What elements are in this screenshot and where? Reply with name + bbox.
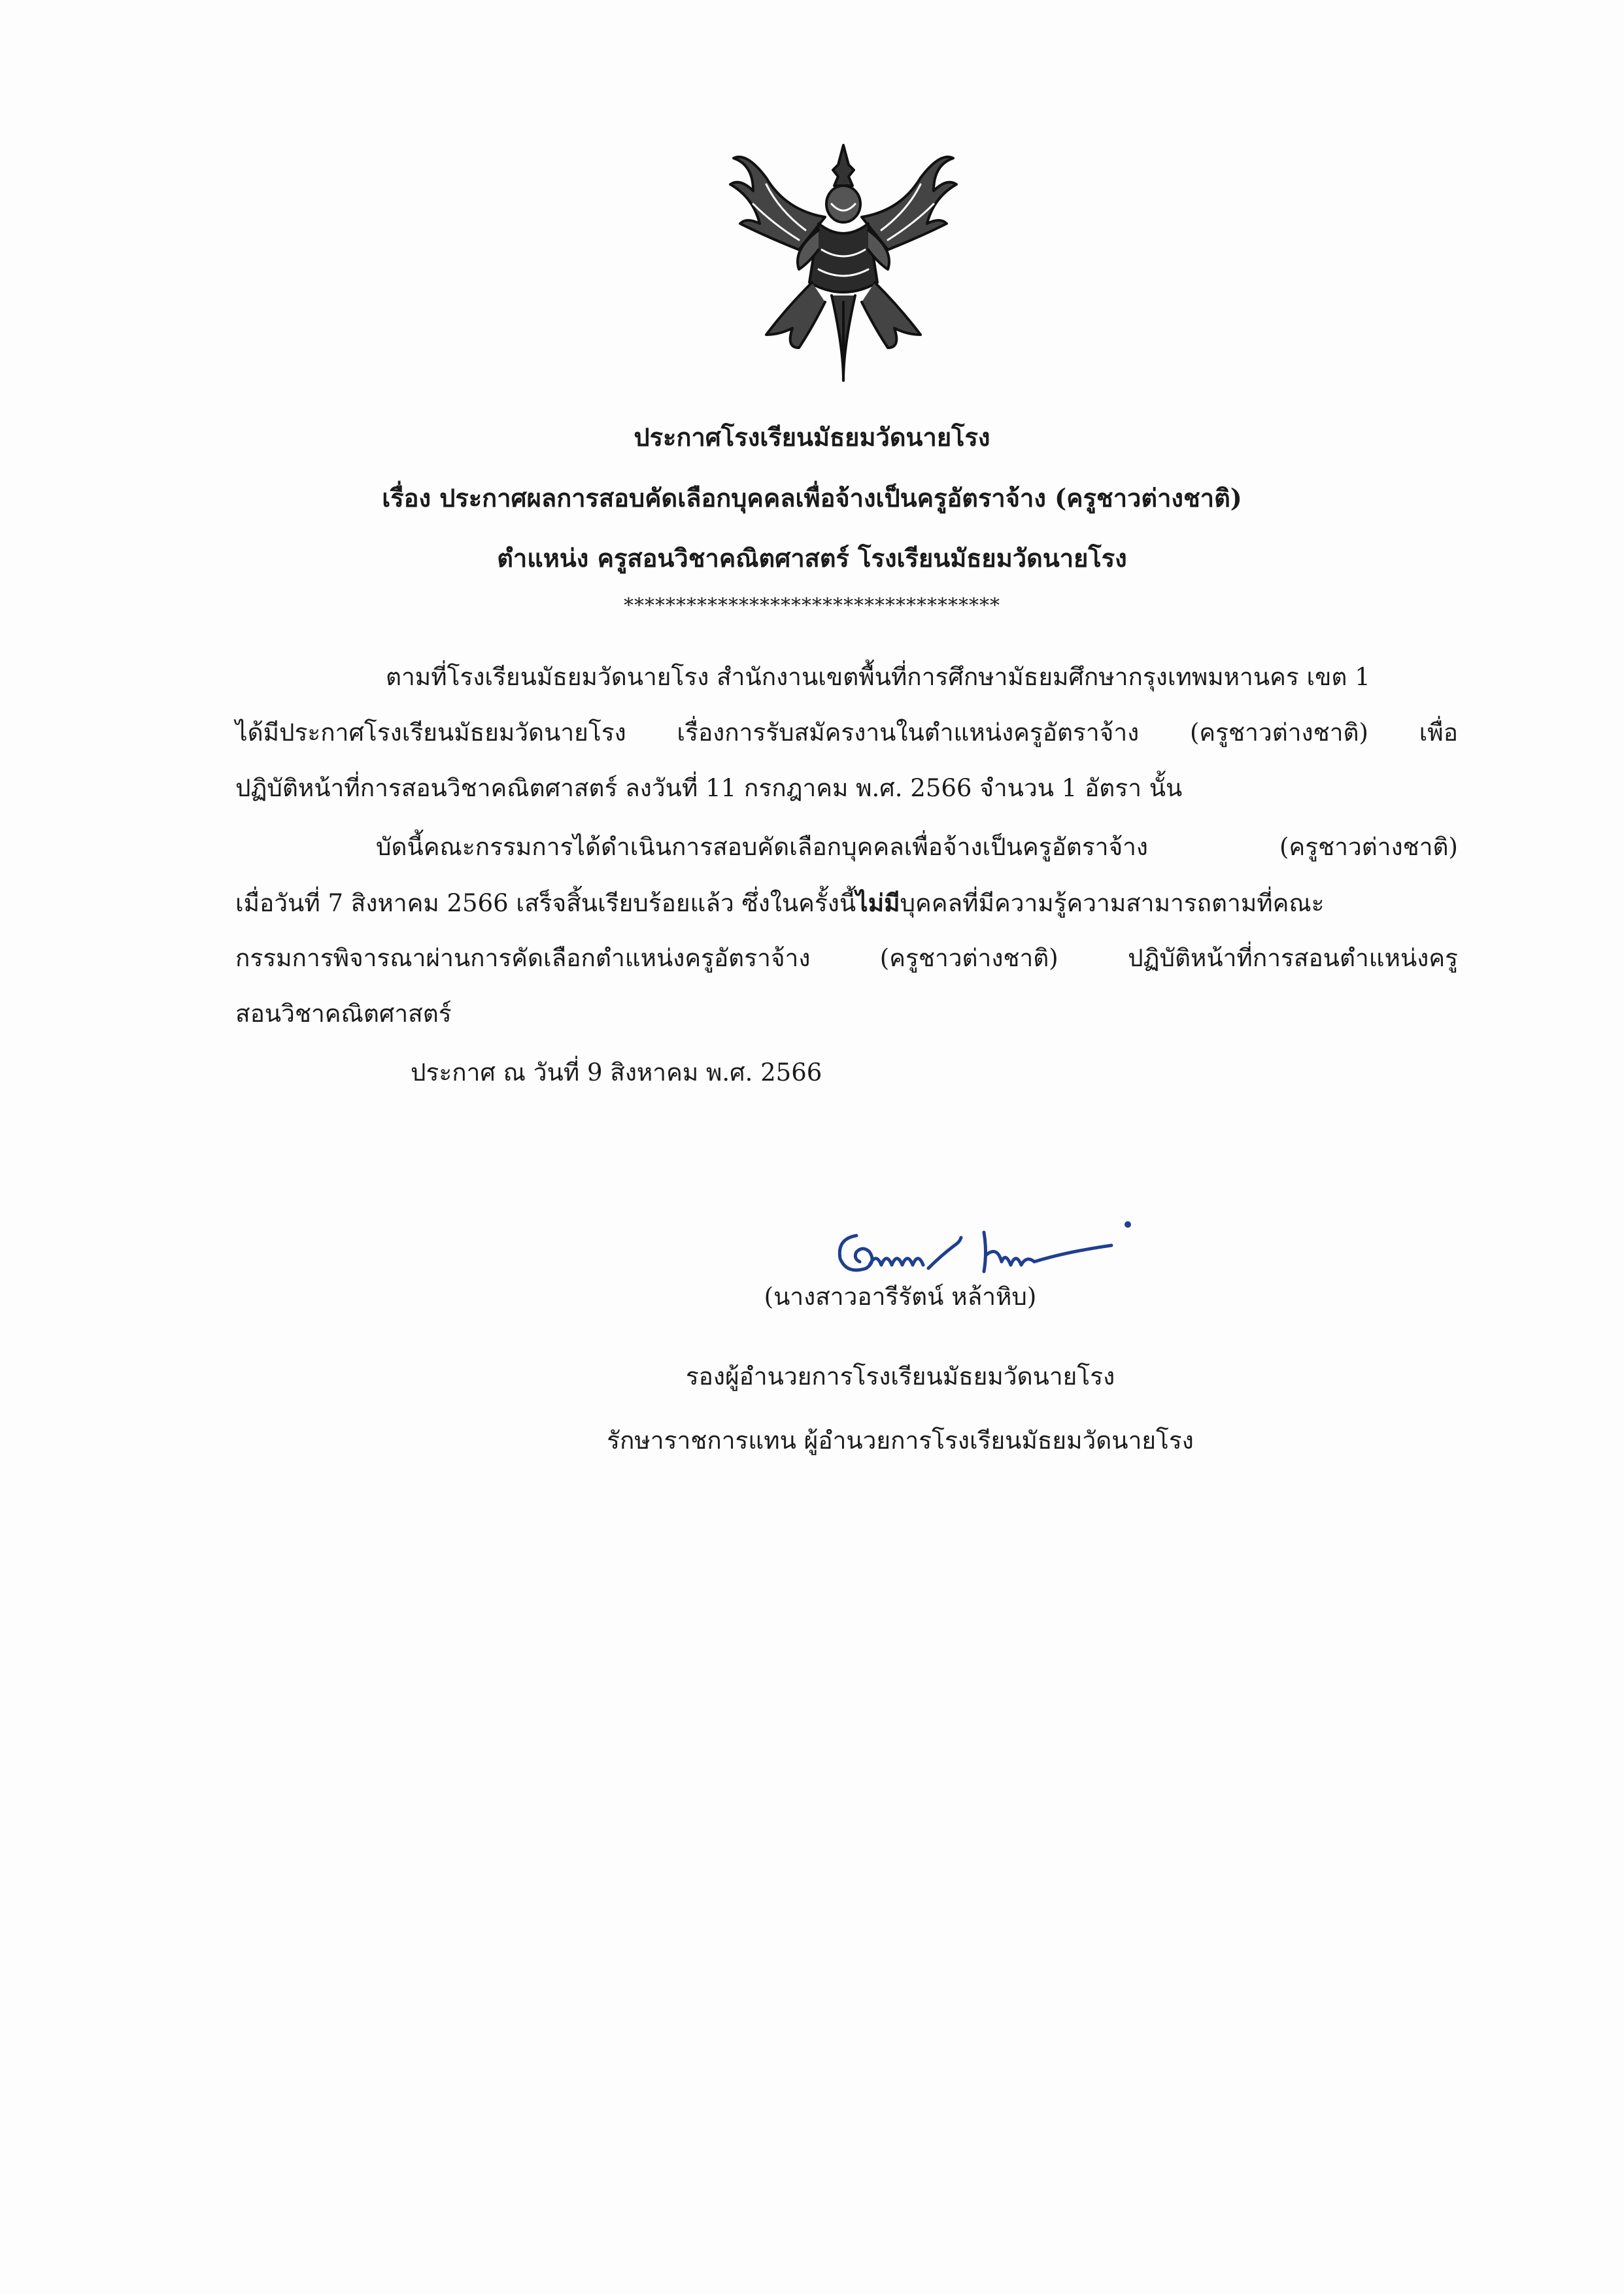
paragraph-2-line-2 (235, 887, 1458, 919)
paragraph-1-line-2: ได้มีประกาศโรงเรียนมัธยมวัดนายโรง เรื่องการรับสมัครงานในตำแหน่งครูอัตราจ้าง (ครูชาวต่างชาติ) เพื่อ (235, 718, 1458, 747)
signatory-position-1: รองผู้อำนวยการโรงเรียนมัธยมวัดนายโรง (685, 1362, 1115, 1391)
paragraph-2-line-4: สอนวิชาคณิตศาสตร์ (235, 1000, 452, 1028)
paragraph-1-line-1: ตามที่โรงเรียนมัธยมวัดนายโรง สำนักงานเขตพื้นที่การศึกษามัธยมศึกษากรุงเทพมหานคร เขต 1 (386, 663, 1370, 691)
separator-stars: ************************************ (624, 594, 1000, 617)
signatory-name: (นางสาวอารีรัตน์ หล้าหิบ) (764, 1283, 1037, 1311)
handwritten-signature-icon (830, 1206, 1138, 1285)
announcement-date: ประกาศ ณ วันที่ 9 สิงหาคม พ.ศ. 2566 (411, 1058, 822, 1087)
announcement-position: ตำแหน่ง ครูสอนวิชาคณิตศาสตร์ โรงเรียนมัธยมวัดนายโรง (497, 543, 1127, 573)
paragraph-1-line-3: ปฏิบัติหน้าที่การสอนวิชาคณิตศาสตร์ ลงวันที่ 11 กรกฎาคม พ.ศ. 2566 จำนวน 1 อัตรา นั้น (235, 774, 1183, 802)
paragraph-2-line-1: บัดนี้คณะกรรมการได้ดำเนินการสอบคัดเลือกบุคคลเพื่อจ้างเป็นครูอัตราจ้าง (ครูชาวต่างชาติ) (376, 833, 1458, 861)
paragraph-2-line-2-end: บุคคลที่มีความรู้ความสามารถตามที่คณะ (900, 889, 1325, 917)
announcement-subject: เรื่อง ประกาศผลการสอบคัดเลือกบุคคลเพื่อจ้างเป็นครูอัตราจ้าง (ครูชาวต่างชาติ) (382, 483, 1242, 513)
paragraph-2-line-2-start: เมื่อวันที่ 7 สิงหาคม 2566 เสร็จสิ้นเรียบร้อยแล้ว ซึ่งในครั้งนี้ (235, 889, 856, 917)
paragraph-2-line-3: กรรมการพิจารณาผ่านการคัดเลือกตำแหน่งครูอัตราจ้าง (ครูชาวต่างชาติ) ปฏิบัติหน้าที่การสอนตำแหน่งครู (235, 944, 1458, 972)
announcement-title: ประกาศโรงเรียนมัธยมวัดนายโรง (634, 422, 990, 452)
garuda-emblem-icon (727, 139, 960, 387)
paragraph-2-bold-none: ไม่มี (856, 888, 900, 917)
signatory-position-2: รักษาราชการแทน ผู้อำนวยการโรงเรียนมัธยมวัดนายโรง (607, 1426, 1194, 1455)
